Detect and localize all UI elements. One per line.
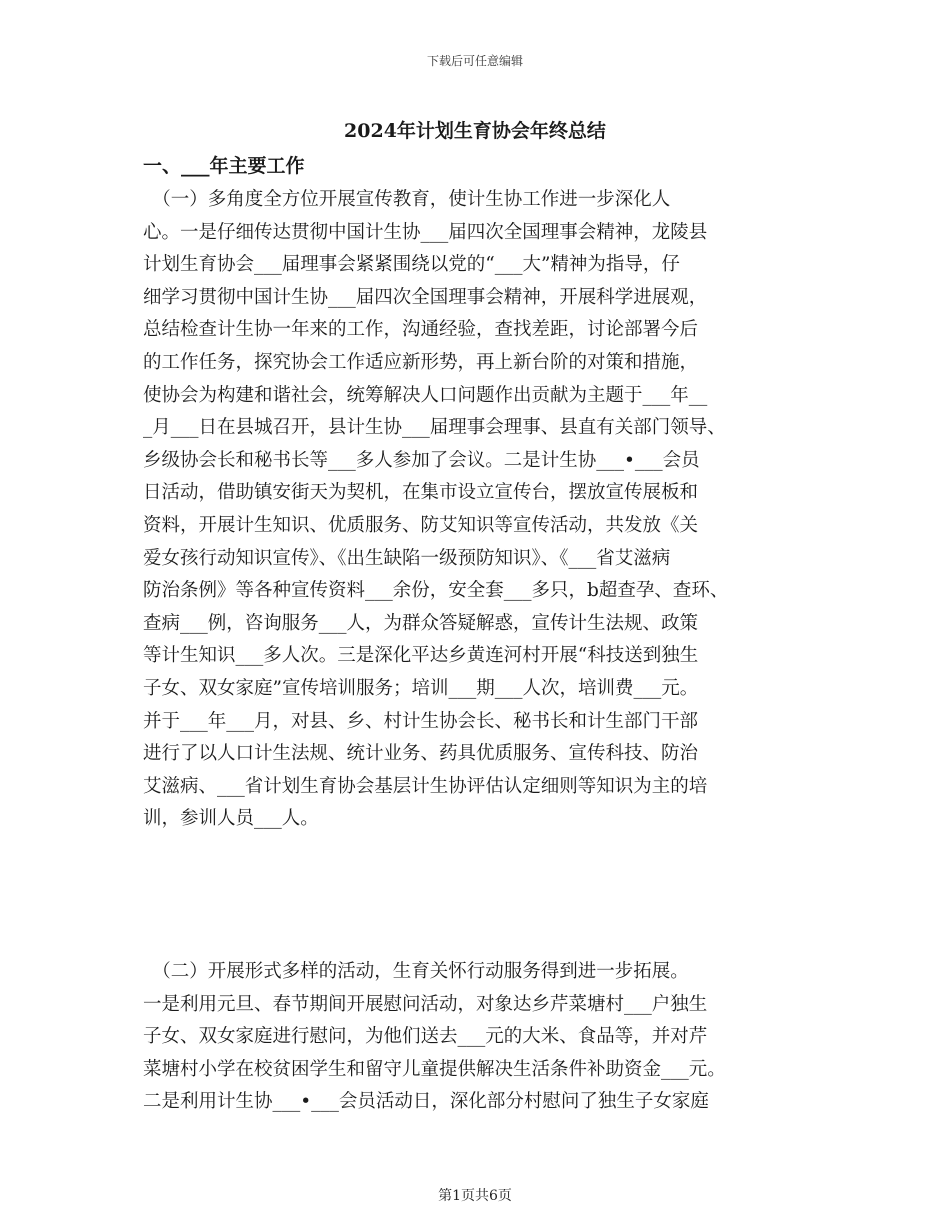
text-line: 子女、双女家庭进行慰问，为他们送去___元的大米、食品等，并对芹 [143,1026,708,1048]
text-line: 资料，开展计生知识、优质服务、防艾知识等宣传活动，共发放《关 [143,514,699,536]
text-line: 细学习贯彻中国计生协___届四次全国理事会精神，开展科学进展观， [143,286,708,308]
text-line: 的工作任务，探究协会工作适应新形势，再上新台阶的对策和措施， [143,351,699,373]
text-line: 总结检查计生协一年来的工作，沟通经验，查找差距，讨论部署今后 [143,319,699,341]
text-line: 计划生育协会___届理事会紧紧围绕以党的“___大”精神为指导，仔 [143,254,680,276]
text-line: 乡级协会长和秘书长等___多人参加了会议。二是计生协___•___会员 [143,449,700,471]
paragraph-1 [143,184,808,836]
header-note: 下载后可任意编辑 [426,54,523,68]
paragraph-2 [143,956,808,1119]
text-line: 二是利用计生协___•___会员活动日，深化部分村慰问了独生子女家庭 [143,1091,709,1113]
text-line: 防治条例》等各种宣传资料___余份，安全套___多只，b超查孕、查环、 [143,580,729,602]
text-line: 日活动，借助镇安街天为契机，在集市设立宣传台，摆放宣传展板和 [143,482,699,504]
text-line: 训，参训人员___人。 [143,808,319,830]
section-heading: 一、___年主要工作 [143,155,305,177]
text-line: _月___日在县城召开，县计生协___届理事会理事、县直有关部门领导、 [143,417,726,439]
text-line: 艾滋病、___省计划生育协会基层计生协评估认定细则等知识为主的培 [143,775,708,797]
document-title: 2024年计划生育协会年终总结 [344,120,606,142]
text-line: 菜塘村小学在校贫困学生和留守儿童提供解决生活条件补助资金___元。 [143,1058,726,1080]
text-line: （二）开展形式多样的活动，生育关怀行动服务得到进一步拓展。 [143,961,689,982]
page-number: 第1页共6页 [438,1188,512,1204]
text-line: （一）多角度全方位开展宣传教育，使计生协工作进一步深化人 [143,189,671,210]
text-line: 爱女孩行动知识宣传》、《出生缺陷一级预防知识》、《___省艾滋病 [143,547,671,569]
text-line: 并于___年___月，对县、乡、村计生协会长、秘书长和计生部门干部 [143,710,699,732]
text-line: 子女、双女家庭”宣传培训服务；培训___期___人次，培训费___元。 [143,677,699,699]
text-line: 查病___例，咨询服务___人，为群众答疑解惑，宣传计生法规、政策 [143,612,699,634]
text-line: 等计生知识___多人次。三是深化平达乡黄连河村开展“科技送到独生 [143,645,699,667]
text-line: 一是利用元旦、春节期间开展慰问活动，对象达乡芹菜塘村___户独生 [143,993,708,1015]
text-line: 使协会为构建和谐社会，统筹解决人口问题作出贡献为主题于___年__ [143,384,708,406]
text-line: 心。一是仔细传达贯彻中国计生协___届四次全国理事会精神，龙陵县 [143,221,708,243]
text-line: 进行了以人口计生法规、统计业务、药具优质服务、宣传科技、防治 [143,743,699,765]
